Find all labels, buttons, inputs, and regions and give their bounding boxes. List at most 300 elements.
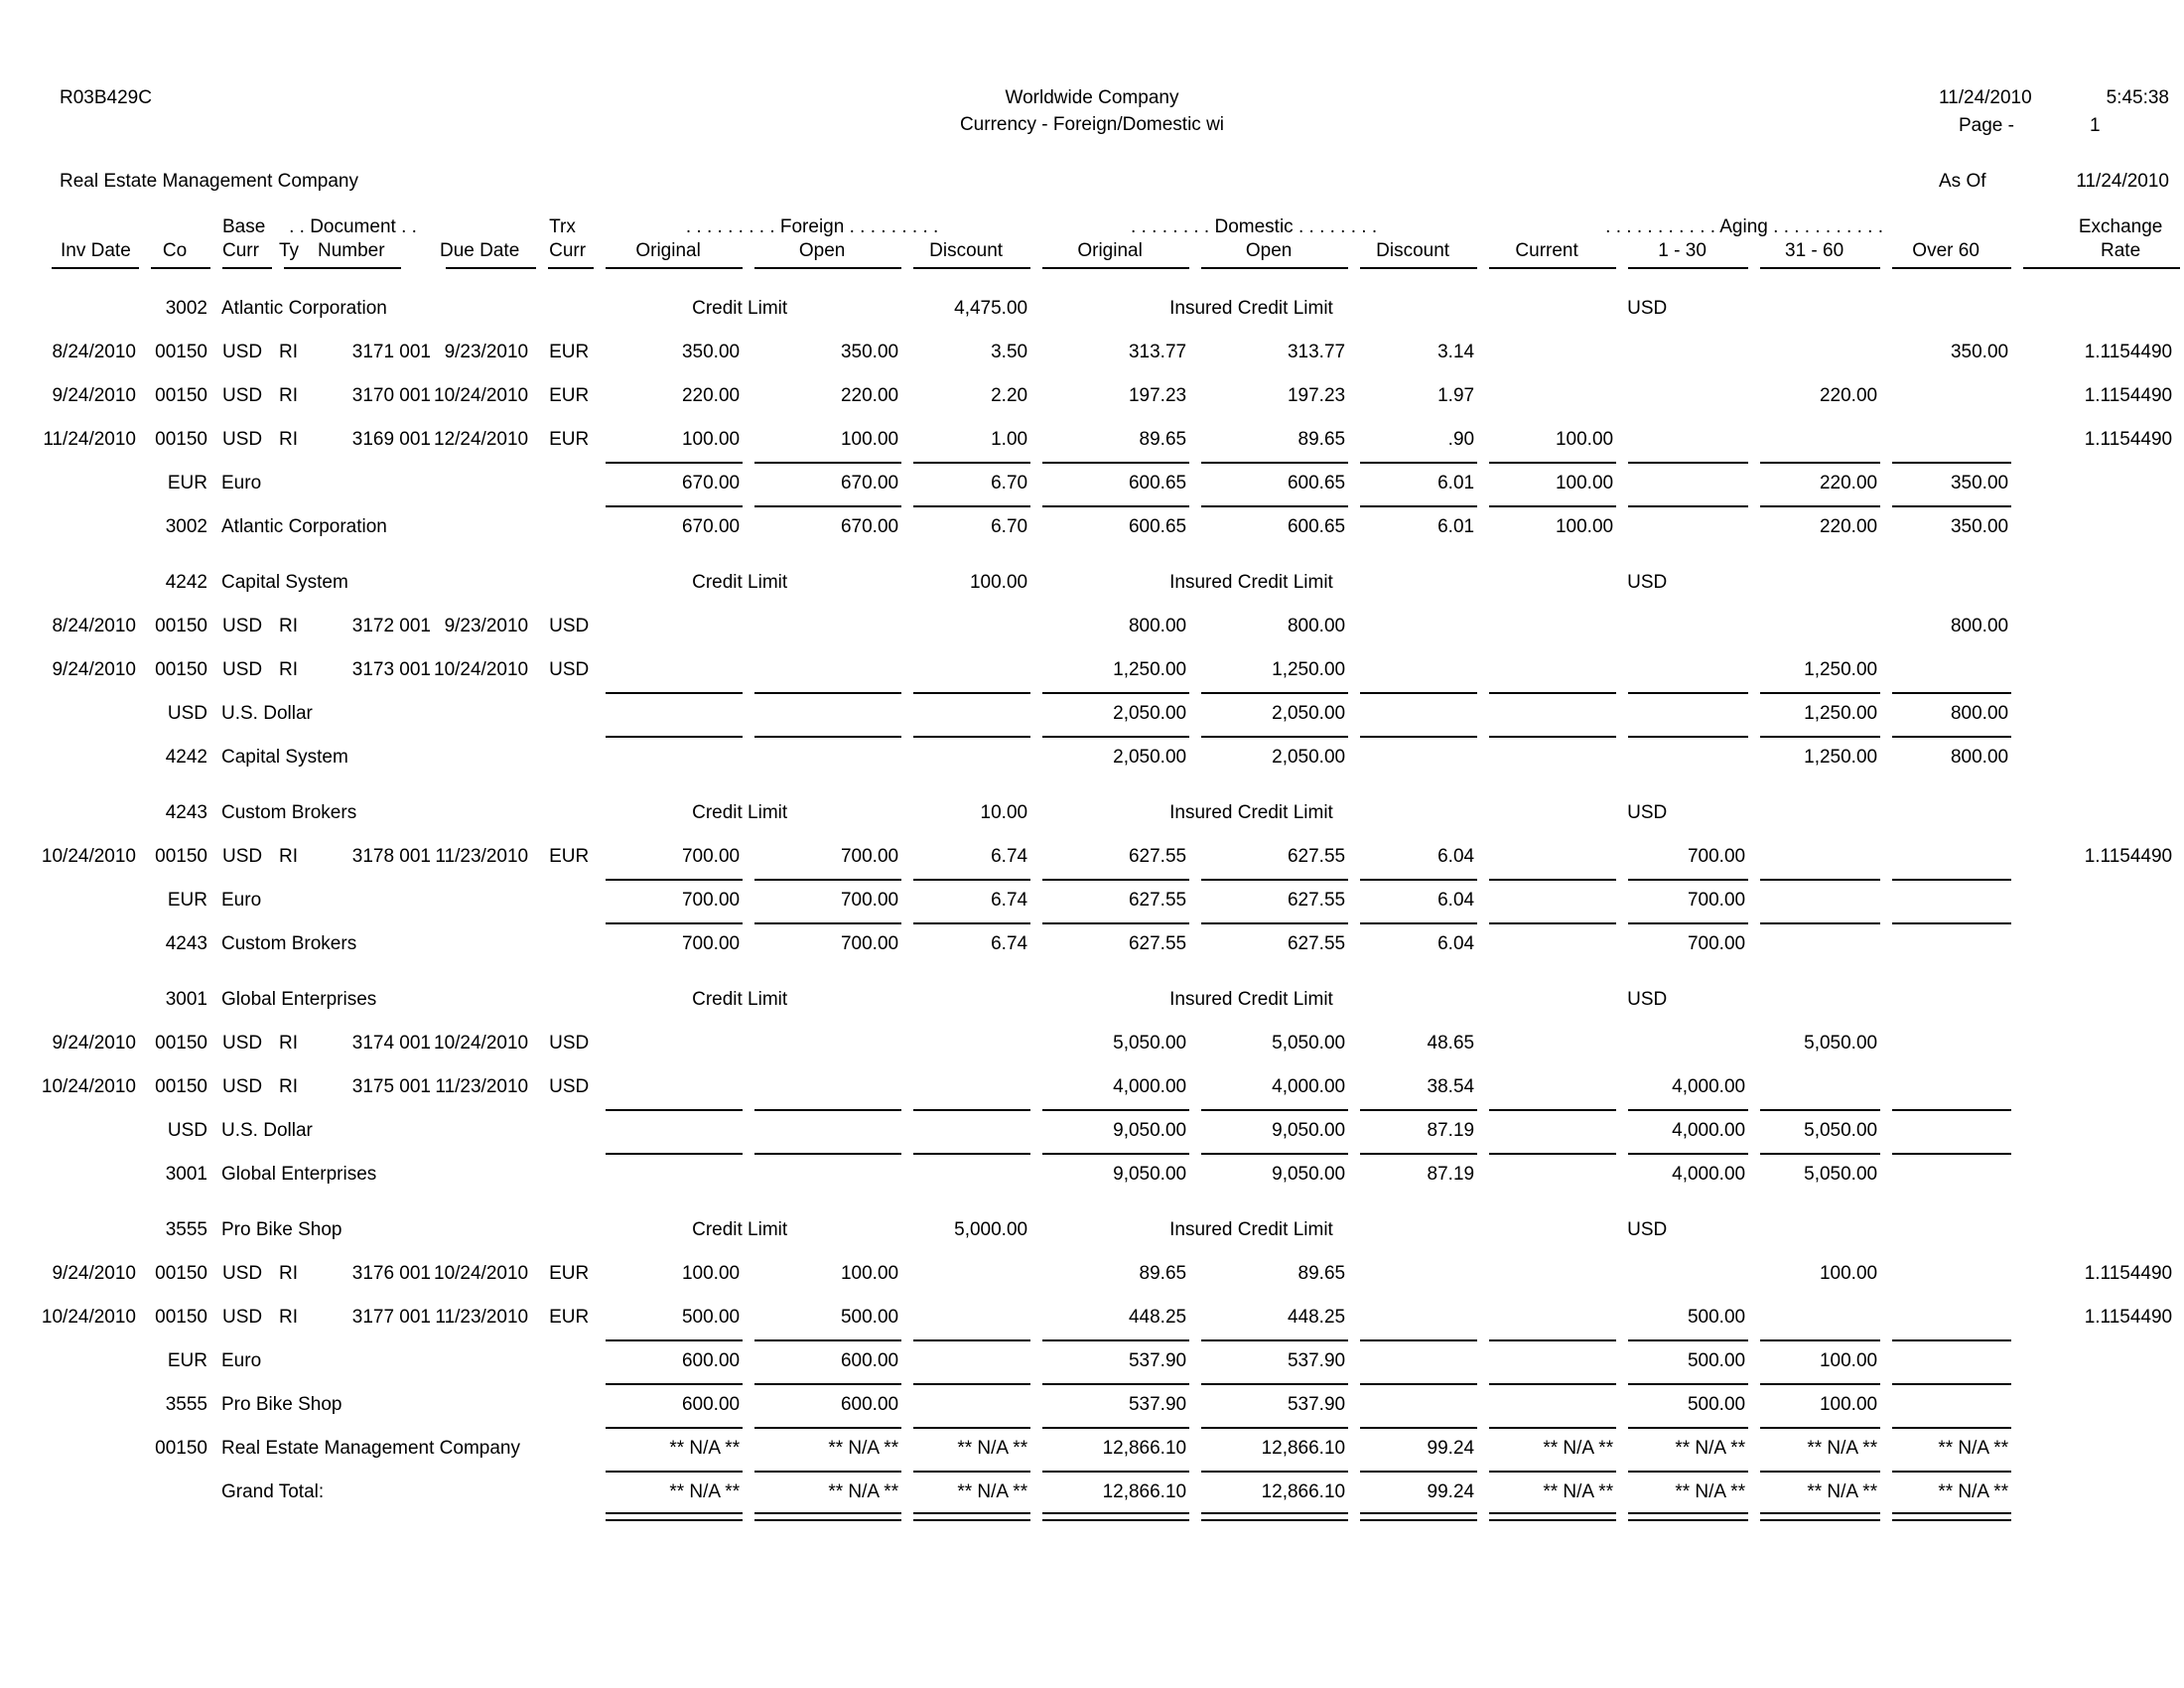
report-id: R03B429C bbox=[60, 87, 152, 108]
cell-blank bbox=[1880, 1208, 2011, 1252]
report-table-body bbox=[40, 269, 2180, 1521]
cell-doc-type: RI bbox=[279, 385, 298, 406]
cell-aging-1-30: 700.00 bbox=[1616, 879, 1748, 922]
cell-doc-type: RI bbox=[279, 429, 298, 450]
col-header-foreign-original: Original bbox=[594, 240, 743, 269]
customer-header-row bbox=[40, 978, 2180, 1022]
cell-domestic-original: 5,050.00 bbox=[1113, 1033, 1187, 1054]
cell-foreign-original bbox=[594, 1153, 743, 1196]
cell-credit-limit-value: 100.00 bbox=[969, 572, 1028, 593]
as-of-label: As Of bbox=[1939, 171, 1986, 192]
cell-foreign-discount bbox=[901, 692, 1030, 736]
cell-foreign-open bbox=[743, 1022, 901, 1065]
col-header-foreign-open: Open bbox=[743, 240, 901, 269]
cell-foreign-open: ** N/A ** bbox=[743, 1471, 901, 1514]
cell-inv-date: 10/24/2010 bbox=[41, 846, 136, 867]
cell-blank bbox=[40, 736, 139, 779]
cell-aging-31-60: 220.00 bbox=[1819, 385, 1878, 406]
cell-domestic-original: 89.65 bbox=[1139, 1263, 1187, 1284]
cell-current: 100.00 bbox=[1555, 429, 1614, 450]
cell-over-60: 800.00 bbox=[1950, 616, 2009, 636]
cell-trx-curr: USD bbox=[549, 1076, 590, 1097]
cell-foreign-discount: 3.50 bbox=[991, 342, 1028, 362]
cell-foreign-discount bbox=[901, 1252, 1030, 1296]
cell-total-name: Atlantic Corporation bbox=[221, 516, 387, 537]
customer-header-row bbox=[40, 287, 2180, 331]
cell-blank bbox=[2011, 462, 2180, 505]
cell-foreign-open: 700.00 bbox=[743, 879, 901, 922]
col-header-foreign-discount: Discount bbox=[901, 240, 1030, 269]
cell-foreign-discount bbox=[901, 1339, 1030, 1383]
cell-base-curr: USD bbox=[222, 429, 263, 450]
group-header-domestic: . . . . . . . . Domestic . . . . . . . . bbox=[1131, 216, 1378, 237]
cell-trx-curr: EUR bbox=[549, 342, 590, 362]
currency-total-row bbox=[40, 879, 2180, 922]
cell-domestic-original: 537.90 bbox=[1030, 1339, 1189, 1383]
cell-blank bbox=[2011, 1427, 2180, 1471]
cell-blank bbox=[2011, 561, 2180, 605]
cell-credit-limit-value: 4,475.00 bbox=[954, 298, 1028, 319]
cell-co: 00150 bbox=[155, 429, 207, 450]
cell-aging-1-30 bbox=[1616, 331, 1748, 374]
cell-current: 100.00 bbox=[1477, 505, 1616, 549]
cell-currency-code: USD bbox=[1627, 802, 1668, 823]
cell-foreign-original: 700.00 bbox=[594, 879, 743, 922]
cell-over-60 bbox=[1880, 922, 2011, 966]
cell-current bbox=[1477, 1065, 1616, 1109]
cell-blank bbox=[40, 1427, 139, 1471]
cell-doc-number: 3172 001 bbox=[351, 616, 431, 636]
cell-doc-number: 3171 001 bbox=[351, 342, 431, 362]
cell-domestic-discount: 6.04 bbox=[1437, 846, 1475, 867]
cell-current: 100.00 bbox=[1477, 462, 1616, 505]
cell-blank bbox=[40, 287, 139, 331]
cell-aging-1-30 bbox=[1616, 736, 1748, 779]
cell-foreign-original bbox=[594, 1065, 743, 1109]
cell-current bbox=[1477, 1339, 1616, 1383]
cell-foreign-open bbox=[743, 1153, 901, 1196]
currency-total-row bbox=[40, 1109, 2180, 1153]
cell-aging-1-30: ** N/A ** bbox=[1616, 1471, 1748, 1514]
cell-base-curr: USD bbox=[222, 342, 263, 362]
cell-domestic-original: 2,050.00 bbox=[1030, 692, 1189, 736]
cell-domestic-original: 12,866.10 bbox=[1030, 1427, 1189, 1471]
cell-blank bbox=[40, 978, 139, 1022]
cell-blank bbox=[1477, 1208, 1616, 1252]
cell-domestic-discount: 6.04 bbox=[1348, 879, 1477, 922]
cell-domestic-original: 313.77 bbox=[1128, 342, 1187, 362]
cell-customer-name: Atlantic Corporation bbox=[221, 298, 387, 319]
cell-blank bbox=[1477, 561, 1616, 605]
cell-co: 00150 bbox=[155, 1307, 207, 1328]
cell-domestic-original: 600.65 bbox=[1030, 462, 1189, 505]
cell-blank bbox=[2011, 1383, 2180, 1427]
cell-domestic-open: 197.23 bbox=[1287, 385, 1346, 406]
cell-base-curr: USD bbox=[222, 616, 263, 636]
cell-aging-31-60: 100.00 bbox=[1748, 1383, 1880, 1427]
cell-blank bbox=[40, 1153, 139, 1196]
col-header-domestic-discount: Discount bbox=[1348, 240, 1477, 269]
cell-aging-1-30: 700.00 bbox=[1616, 922, 1748, 966]
cell-customer-number: 00150 bbox=[155, 1438, 207, 1459]
cell-foreign-original: 600.00 bbox=[594, 1383, 743, 1427]
cell-domestic-open: 313.77 bbox=[1287, 342, 1346, 362]
cell-foreign-original bbox=[594, 1022, 743, 1065]
cell-customer-number: 3555 bbox=[165, 1219, 207, 1240]
cell-foreign-discount bbox=[901, 1153, 1030, 1196]
cell-customer-name: Pro Bike Shop bbox=[221, 1219, 342, 1240]
detail-row bbox=[40, 1296, 2180, 1339]
cell-base-curr: USD bbox=[222, 1307, 263, 1328]
cell-due-date: 11/23/2010 bbox=[435, 1307, 529, 1328]
cell-blank bbox=[2011, 505, 2180, 549]
cell-blank bbox=[2011, 1153, 2180, 1196]
cell-blank bbox=[1348, 1208, 1477, 1252]
cell-current bbox=[1477, 1109, 1616, 1153]
customer-total-row bbox=[40, 736, 2180, 779]
col-header-doc-number: Number bbox=[310, 240, 434, 269]
page-label: Page - bbox=[1959, 115, 2014, 136]
cell-aging-1-30 bbox=[1616, 648, 1748, 692]
spacer-cell bbox=[40, 1196, 2180, 1208]
cell-foreign-discount: 6.70 bbox=[901, 462, 1030, 505]
cell-inv-date: 8/24/2010 bbox=[52, 616, 136, 636]
cell-co: 00150 bbox=[155, 1076, 207, 1097]
cell-domestic-open: 1,250.00 bbox=[1272, 659, 1346, 680]
cell-blank bbox=[1880, 287, 2011, 331]
cell-blank bbox=[2011, 1471, 2180, 1514]
cell-blank bbox=[40, 1471, 139, 1514]
rule-aging-1-30 bbox=[1616, 1514, 1748, 1521]
cell-current: ** N/A ** bbox=[1477, 1427, 1616, 1471]
cell-customer-name: Global Enterprises bbox=[221, 989, 377, 1010]
detail-row bbox=[40, 605, 2180, 648]
cell-aging-1-30 bbox=[1616, 374, 1748, 418]
cell-blank bbox=[2011, 1109, 2180, 1153]
group-header-row bbox=[40, 216, 2180, 240]
cell-aging-1-30: 4,000.00 bbox=[1616, 1109, 1748, 1153]
cell-base-curr: USD bbox=[222, 846, 263, 867]
cell-over-60: 350.00 bbox=[1880, 505, 2011, 549]
cell-foreign-open: 350.00 bbox=[840, 342, 899, 362]
cell-blank bbox=[1348, 561, 1477, 605]
spacer-cell bbox=[40, 549, 2180, 561]
cell-due-date: 9/23/2010 bbox=[444, 616, 529, 636]
cell-current: ** N/A ** bbox=[1477, 1471, 1616, 1514]
cell-blank bbox=[2011, 922, 2180, 966]
cell-aging-31-60 bbox=[1748, 879, 1880, 922]
cell-total-name: Euro bbox=[221, 890, 262, 911]
col-header-domestic-open: Open bbox=[1189, 240, 1348, 269]
cell-doc-type: RI bbox=[279, 846, 298, 867]
cell-co: 00150 bbox=[155, 616, 207, 636]
cell-blank bbox=[1477, 791, 1616, 835]
cell-foreign-open: ** N/A ** bbox=[743, 1427, 901, 1471]
cell-over-60 bbox=[1880, 1109, 2011, 1153]
cell-foreign-open: 100.00 bbox=[840, 429, 899, 450]
cell-domestic-open: 448.25 bbox=[1287, 1307, 1346, 1328]
cell-over-60: ** N/A ** bbox=[1880, 1471, 2011, 1514]
cell-credit-limit-label: Credit Limit bbox=[692, 572, 788, 593]
cell-domestic-open: 4,000.00 bbox=[1272, 1076, 1346, 1097]
cell-doc-number: 3174 001 bbox=[351, 1033, 431, 1054]
cell-aging-31-60 bbox=[1748, 331, 1880, 374]
cell-inv-date: 11/24/2010 bbox=[43, 429, 136, 450]
col-header-rate: Rate bbox=[2011, 240, 2180, 269]
cell-over-60 bbox=[1880, 1339, 2011, 1383]
cell-foreign-open: 500.00 bbox=[840, 1307, 899, 1328]
cell-foreign-original: 600.00 bbox=[594, 1339, 743, 1383]
cell-domestic-original: 9,050.00 bbox=[1030, 1109, 1189, 1153]
cell-co: 00150 bbox=[155, 659, 207, 680]
customer-header-row bbox=[40, 561, 2180, 605]
cell-current bbox=[1477, 374, 1616, 418]
cell-exchange-rate: 1.1154490 bbox=[2084, 429, 2173, 450]
cell-trx-curr: EUR bbox=[549, 1263, 590, 1284]
cell-blank bbox=[1477, 287, 1616, 331]
cell-current bbox=[1477, 922, 1616, 966]
spacer-row bbox=[40, 1196, 2180, 1208]
cell-foreign-original: 500.00 bbox=[681, 1307, 741, 1328]
cell-blank bbox=[2011, 287, 2180, 331]
cell-current bbox=[1477, 1296, 1616, 1339]
cell-aging-1-30: 500.00 bbox=[1687, 1307, 1746, 1328]
cell-trx-curr: EUR bbox=[549, 1307, 590, 1328]
spacer-row bbox=[40, 966, 2180, 978]
cell-currency-code: USD bbox=[1627, 298, 1668, 319]
cell-domestic-discount: 48.65 bbox=[1427, 1033, 1475, 1054]
cell-blank bbox=[40, 1383, 139, 1427]
cell-foreign-discount bbox=[901, 1065, 1030, 1109]
cell-base-curr: USD bbox=[222, 1263, 263, 1284]
cell-inv-date: 9/24/2010 bbox=[52, 1033, 136, 1054]
cell-foreign-discount bbox=[901, 605, 1030, 648]
cell-domestic-discount bbox=[1348, 1252, 1477, 1296]
cell-foreign-open bbox=[743, 648, 901, 692]
cell-domestic-discount bbox=[1348, 1383, 1477, 1427]
cell-current bbox=[1477, 879, 1616, 922]
cell-aging-1-30: ** N/A ** bbox=[1616, 1427, 1748, 1471]
cell-blank bbox=[1748, 791, 1880, 835]
cell-trx-curr: USD bbox=[549, 616, 590, 636]
cell-currency-code: USD bbox=[1627, 989, 1668, 1010]
cell-domestic-open: 12,866.10 bbox=[1189, 1471, 1348, 1514]
cell-over-60 bbox=[1880, 1383, 2011, 1427]
grand-total-row bbox=[40, 1471, 2180, 1514]
cell-total-name: Pro Bike Shop bbox=[221, 1394, 342, 1415]
cell-foreign-original: 220.00 bbox=[681, 385, 741, 406]
cell-blank bbox=[2011, 978, 2180, 1022]
cell-domestic-discount: 1.97 bbox=[1437, 385, 1475, 406]
cell-aging-1-30 bbox=[1616, 605, 1748, 648]
cell-insured-credit-limit-label: Insured Credit Limit bbox=[1169, 1219, 1333, 1240]
cell-foreign-open: 220.00 bbox=[840, 385, 899, 406]
cell-domestic-discount: 6.01 bbox=[1348, 462, 1477, 505]
col-header-doc-type: Ty bbox=[272, 240, 310, 269]
cell-domestic-discount: 87.19 bbox=[1348, 1153, 1477, 1196]
report-time: 5:45:38 bbox=[2106, 87, 2169, 108]
cell-domestic-discount bbox=[1348, 1296, 1477, 1339]
cell-inv-date: 9/24/2010 bbox=[52, 385, 136, 406]
cell-aging-31-60: 100.00 bbox=[1819, 1263, 1878, 1284]
cell-domestic-open: 600.65 bbox=[1189, 505, 1348, 549]
cell-inv-date: 8/24/2010 bbox=[52, 342, 136, 362]
cell-aging-31-60 bbox=[1748, 418, 1880, 462]
cell-domestic-original: 448.25 bbox=[1128, 1307, 1187, 1328]
cell-credit-limit-label: Credit Limit bbox=[692, 802, 788, 823]
rule-foreign-original bbox=[594, 1514, 743, 1521]
cell-exchange-rate: 1.1154490 bbox=[2084, 385, 2173, 406]
cell-customer-number: 4243 bbox=[165, 933, 207, 954]
cell-customer-number: 4243 bbox=[165, 802, 207, 823]
cell-aging-1-30 bbox=[1616, 1022, 1748, 1065]
cell-aging-1-30: 700.00 bbox=[1687, 846, 1746, 867]
cell-aging-31-60 bbox=[1748, 835, 1880, 879]
cell-blank bbox=[2011, 1208, 2180, 1252]
cell-foreign-discount: 1.00 bbox=[991, 429, 1028, 450]
cell-total-name: Real Estate Management Company bbox=[221, 1438, 520, 1459]
cell-domestic-original: 627.55 bbox=[1030, 879, 1189, 922]
cell-domestic-original: 627.55 bbox=[1030, 922, 1189, 966]
cell-blank bbox=[40, 922, 139, 966]
cell-doc-number: 3177 001 bbox=[351, 1307, 431, 1328]
col-header-inv-date: Inv Date bbox=[40, 240, 139, 269]
cell-aging-31-60: ** N/A ** bbox=[1748, 1471, 1880, 1514]
group-blank bbox=[139, 216, 210, 240]
cell-aging-1-30 bbox=[1616, 505, 1748, 549]
cell-aging-31-60 bbox=[1748, 922, 1880, 966]
col-header-due-date: Due Date bbox=[434, 240, 536, 269]
cell-inv-date: 9/24/2010 bbox=[52, 659, 136, 680]
cell-blank bbox=[2011, 692, 2180, 736]
cell-customer-number: 3001 bbox=[165, 1164, 207, 1185]
cell-current bbox=[1477, 331, 1616, 374]
spacer-row bbox=[40, 779, 2180, 791]
cell-domestic-open: 537.90 bbox=[1189, 1383, 1348, 1427]
cell-domestic-original: 537.90 bbox=[1030, 1383, 1189, 1427]
cell-foreign-open: 600.00 bbox=[743, 1339, 901, 1383]
cell-aging-31-60: 1,250.00 bbox=[1748, 692, 1880, 736]
cell-base-curr: USD bbox=[222, 385, 263, 406]
cell-domestic-original: 89.65 bbox=[1139, 429, 1187, 450]
cell-over-60: 350.00 bbox=[1880, 462, 2011, 505]
cell-over-60: 800.00 bbox=[1880, 692, 2011, 736]
cell-exchange-rate bbox=[2011, 1022, 2180, 1065]
page-number: 1 bbox=[2090, 115, 2101, 136]
cell-aging-31-60: ** N/A ** bbox=[1748, 1427, 1880, 1471]
cell-over-60 bbox=[1880, 1296, 2011, 1339]
cell-blank bbox=[1477, 978, 1616, 1022]
cell-customer-name: Capital System bbox=[221, 572, 348, 593]
cell-domestic-discount: 99.24 bbox=[1348, 1471, 1477, 1514]
cell-blank bbox=[40, 462, 139, 505]
cell-over-60 bbox=[1880, 418, 2011, 462]
cell-foreign-open: 670.00 bbox=[743, 462, 901, 505]
cell-domestic-discount: 3.14 bbox=[1437, 342, 1475, 362]
cell-domestic-original: 600.65 bbox=[1030, 505, 1189, 549]
cell-trx-curr: EUR bbox=[549, 429, 590, 450]
cell-domestic-open: 800.00 bbox=[1287, 616, 1346, 636]
cell-currency-code: USD bbox=[167, 703, 207, 724]
cell-currency-code: USD bbox=[1627, 572, 1668, 593]
cell-current bbox=[1477, 1022, 1616, 1065]
cell-foreign-open bbox=[743, 1065, 901, 1109]
cell-trx-curr: USD bbox=[549, 1033, 590, 1054]
cell-domestic-discount: 38.54 bbox=[1427, 1076, 1475, 1097]
aging-report-table bbox=[40, 216, 2180, 1521]
currency-total-row bbox=[40, 462, 2180, 505]
cell-blank bbox=[40, 1208, 139, 1252]
detail-row bbox=[40, 1022, 2180, 1065]
spacer-cell bbox=[40, 779, 2180, 791]
customer-total-row bbox=[40, 1153, 2180, 1196]
detail-row bbox=[40, 1252, 2180, 1296]
cell-over-60 bbox=[1880, 1153, 2011, 1196]
cell-aging-1-30 bbox=[1616, 418, 1748, 462]
cell-over-60 bbox=[1880, 879, 2011, 922]
cell-aging-1-30 bbox=[1616, 1252, 1748, 1296]
cell-foreign-open bbox=[743, 692, 901, 736]
cell-blank bbox=[1880, 561, 2011, 605]
rule-domestic-discount bbox=[1348, 1514, 1477, 1521]
cell-foreign-discount bbox=[901, 1109, 1030, 1153]
cell-exchange-rate: 1.1154490 bbox=[2084, 1263, 2173, 1284]
cell-doc-type: RI bbox=[279, 616, 298, 636]
cell-customer-name: Custom Brokers bbox=[221, 802, 357, 823]
cell-insured-credit-limit-label: Insured Credit Limit bbox=[1169, 802, 1333, 823]
customer-total-row bbox=[40, 1383, 2180, 1427]
cell-inv-date: 9/24/2010 bbox=[52, 1263, 136, 1284]
cell-blank bbox=[40, 692, 139, 736]
cell-customer-number: 3002 bbox=[165, 298, 207, 319]
cell-due-date: 9/23/2010 bbox=[444, 342, 529, 362]
cell-over-60 bbox=[1880, 374, 2011, 418]
cell-foreign-discount bbox=[901, 1022, 1030, 1065]
cell-blank bbox=[2011, 791, 2180, 835]
cell-doc-number: 3176 001 bbox=[351, 1263, 431, 1284]
cell-over-60: 350.00 bbox=[1950, 342, 2009, 362]
cell-exchange-rate: 1.1154490 bbox=[2084, 342, 2173, 362]
cell-doc-number: 3175 001 bbox=[351, 1076, 431, 1097]
cell-base-curr: USD bbox=[222, 659, 263, 680]
cell-over-60 bbox=[1880, 648, 2011, 692]
report-subtitle: Currency - Foreign/Domestic wi bbox=[959, 114, 1225, 135]
rule-domestic-original bbox=[1030, 1514, 1189, 1521]
cell-customer-number: 3555 bbox=[165, 1394, 207, 1415]
cell-over-60 bbox=[1880, 1065, 2011, 1109]
cell-foreign-open: 100.00 bbox=[840, 1263, 899, 1284]
entity-name: Real Estate Management Company bbox=[60, 171, 358, 192]
cell-doc-type: RI bbox=[279, 1076, 298, 1097]
cell-aging-31-60: 220.00 bbox=[1748, 505, 1880, 549]
cell-total-name: Global Enterprises bbox=[221, 1164, 377, 1185]
cell-domestic-original: 1,250.00 bbox=[1113, 659, 1187, 680]
cell-foreign-discount: ** N/A ** bbox=[901, 1427, 1030, 1471]
cell-blank bbox=[40, 879, 139, 922]
cell-over-60: 800.00 bbox=[1880, 736, 2011, 779]
cell-blank bbox=[2011, 1514, 2180, 1521]
cell-credit-limit-label: Credit Limit bbox=[692, 1219, 788, 1240]
cell-blank bbox=[1748, 561, 1880, 605]
cell-blank bbox=[40, 561, 139, 605]
cell-customer-number: 3001 bbox=[165, 989, 207, 1010]
cell-domestic-open: 2,050.00 bbox=[1189, 736, 1348, 779]
cell-domestic-open: 9,050.00 bbox=[1189, 1153, 1348, 1196]
cell-foreign-original: 700.00 bbox=[681, 846, 741, 867]
cell-blank bbox=[1880, 978, 2011, 1022]
cell-doc-type: RI bbox=[279, 1033, 298, 1054]
group-header-trx: Trx bbox=[549, 216, 576, 237]
